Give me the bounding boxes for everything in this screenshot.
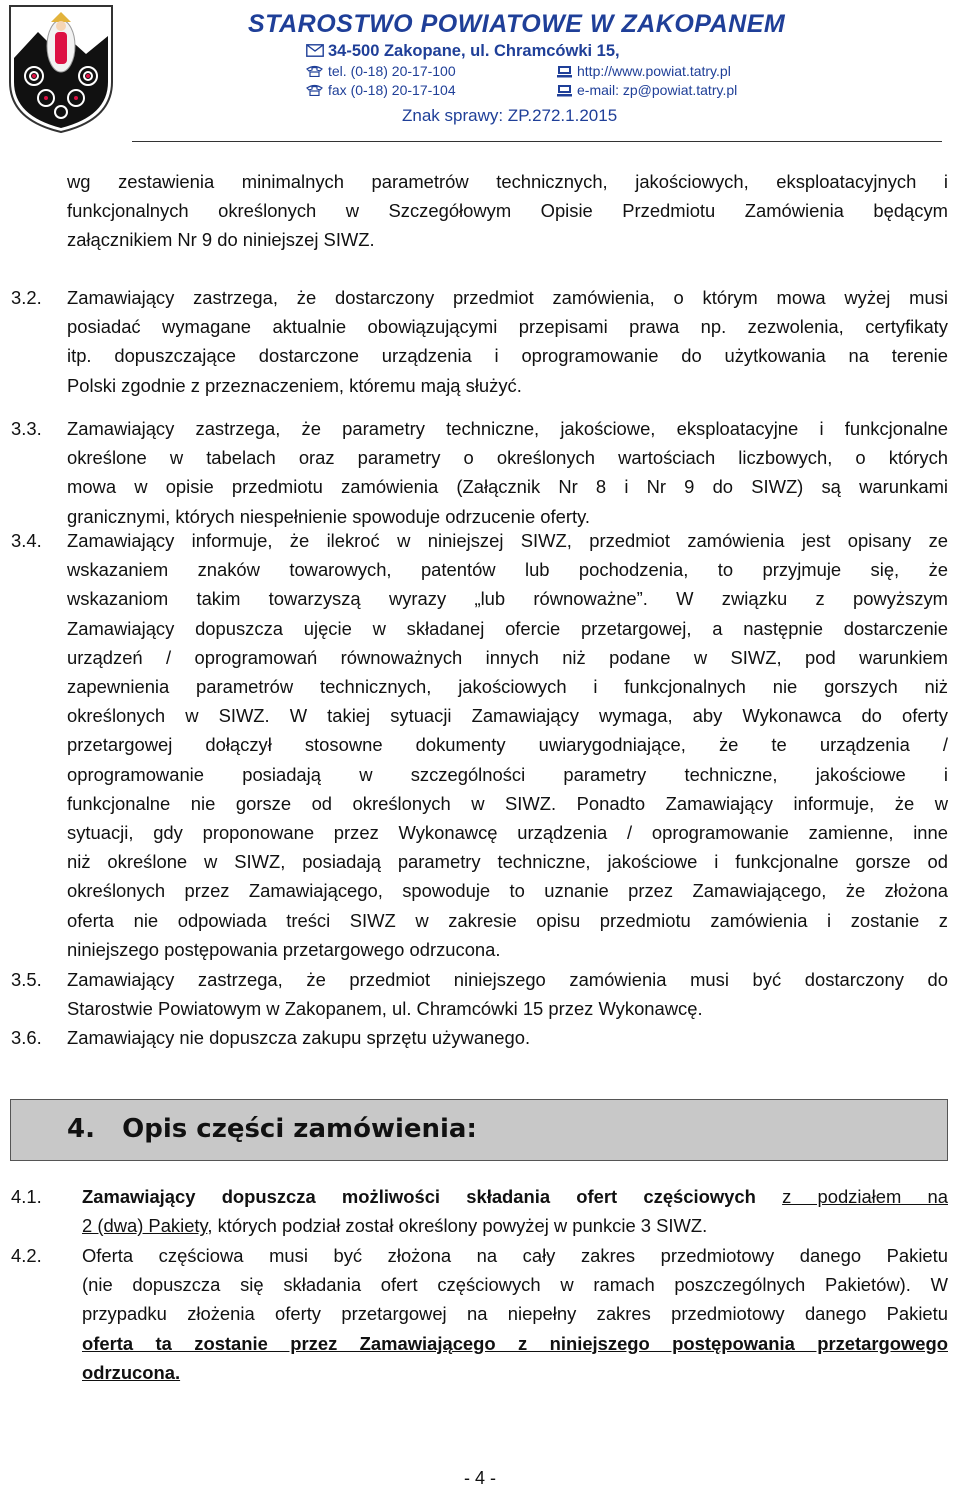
item-number: 4.2. (11, 1245, 42, 1266)
item-number: 3.2. (11, 287, 42, 308)
item-3-5 (67, 965, 948, 1023)
intro-line: funkcjonalnych określonych w Szczegółowym Opisie Przedmiotu Zamówienia będącym (67, 200, 948, 222)
item-line (82, 1182, 948, 1211)
address-line (306, 42, 620, 61)
item-4-1 (82, 1182, 948, 1240)
item-3-4 (67, 526, 948, 964)
item-line: Oferta częściowa musi być złożona na cały zakres przedmiotowy danego Pakietu (82, 1245, 948, 1266)
item-4-2 (82, 1241, 948, 1387)
item-line: przetargowej dołączył stosowne dokumenty uwiarygodniające, że te urządzenia / (67, 734, 948, 756)
item-line: Zamawiający dopuszcza ujęcie w składanej ofercie przetargowej, a następnie dostarczenie (67, 617, 948, 639)
item-number: 3.5. (11, 969, 42, 990)
item-line: granicznymi, których niespełnienie spowoduje odrzucenie oferty. (67, 505, 591, 527)
item-line: Polski zgodnie z przeznaczeniem, któremu mają służyć. (67, 374, 522, 396)
fax-text: fax (0-18) 20-17-104 (328, 82, 456, 98)
email-line (557, 82, 737, 98)
phone-line (306, 63, 456, 79)
item-line: sytuacji, gdy proponowane przez Wykonawcę urządzenia / oprogramowanie zamienne, inne (67, 822, 948, 844)
item-line: wskazaniem znaków towarowych, patentów lub pochodzenia, to przyjmuje się, że (67, 559, 948, 581)
item-line: posiadać wymagane aktualnie obowiązującymi przepisami prawa np. zezwolenia, certyfikaty (67, 316, 948, 338)
intro-line: wg zestawienia minimalnych parametrów technicznych, jakościowych, eksploatacyjnych i (67, 171, 948, 192)
section-number: 4. (67, 1114, 95, 1144)
item-line: itp. dopuszczające dostarczone urządzenia i oprogramowanie do użytkowania na terenie (67, 345, 948, 367)
item-number: 4.1. (11, 1186, 42, 1207)
item-3-2 (67, 283, 948, 400)
item-line: Zamawiający nie dopuszcza zakupu sprzętu używanego. (67, 1027, 531, 1048)
website-line (557, 63, 731, 79)
item-line: funkcjonalne nie gorsze od określonych w SIWZ. Ponadto Zamawiający informuje, że w (67, 792, 948, 814)
intro-line: załącznikiem Nr 9 do niniejszej SIWZ. (67, 229, 375, 251)
institution-title: STAROSTWO POWIATOWE W ZAKOPANEM (248, 10, 786, 38)
item-text: , których podział został określony powyżej w punkcie 3 SIWZ. (207, 1215, 708, 1237)
item-line: niż określone w SIWZ, posiadają parametry techniczne, jakościowe i funkcjonalne gorsze od (67, 851, 948, 873)
phone-text: tel. (0-18) 20-17-100 (328, 63, 456, 79)
item-line: określonych w SIWZ. W takiej sytuacji Zamawiający wymaga, aby Wykonawca do oferty (67, 705, 948, 727)
item-line: określone w tabelach oraz parametry o określonych wartościach liczbowych, o których (67, 447, 948, 469)
item-line: urządzeń / oprogramowań równoważnych innych niż podane w SIWZ, pod warunkiem (67, 646, 948, 668)
envelope-icon (306, 44, 324, 57)
item-line: niniejszego postępowania przetargowego odrzucona. (67, 938, 501, 960)
item-number: 3.6. (11, 1027, 42, 1048)
website-link[interactable]: http://www.powiat.tatry.pl (577, 63, 731, 79)
item-3-6 (67, 1023, 948, 1052)
item-line: (nie dopuszcza się składania ofert częściowych w ramach poszczególnych Pakietów). W (82, 1274, 948, 1296)
item-underlined-text: 2 (dwa) Pakiety (82, 1215, 208, 1237)
fax-line (306, 82, 456, 98)
header-divider (132, 141, 942, 142)
computer-icon (557, 65, 572, 78)
item-3-3 (67, 414, 948, 531)
item-number: 3.3. (11, 418, 42, 439)
item-line: oferta nie odpowiada treści SIWZ w zakresie opisu przedmiotu zamówienia i zostanie z (67, 909, 948, 931)
item-line: oprogramowanie posiadają w szczególności parametry techniczne, jakościowe i (67, 763, 948, 785)
coat-of-arms-logo (6, 2, 116, 134)
case-number: Znak sprawy: ZP.272.1.2015 (402, 106, 618, 125)
item-line: wskazaniom takim towarzyszą wyrazy „lub równoważne”. W związku z powyższym (67, 588, 948, 610)
item-number: 3.4. (11, 530, 42, 551)
section-heading-box (10, 1099, 948, 1161)
intro-paragraph (67, 167, 948, 255)
computer-icon (557, 84, 572, 97)
item-line: mowa w opisie przedmiotu zamówienia (Załącznik Nr 8 i Nr 9 do SIWZ) są warunkami (67, 476, 948, 498)
item-line: oferta ta zostanie przez Zamawiającego z niniejszego postępowania przetargowego (82, 1332, 948, 1354)
item-line: Zamawiający informuje, że ilekroć w niniejszej SIWZ, przedmiot zamówienia jest opisany ze (67, 530, 948, 551)
address-text: 34-500 Zakopane, ul. Chramcówki 15, (328, 42, 620, 60)
section-heading (67, 1114, 477, 1144)
letterhead (0, 0, 960, 145)
item-line: Zamawiający zastrzega, że przedmiot niniejszego zamówienia musi być dostarczony do (67, 969, 948, 990)
item-line: określonych przez Zamawiającego, spowoduje to uznanie przez Zamawiającego, że złożona (67, 880, 948, 902)
item-bold-text: Zamawiający dopuszcza możliwości składania ofert częściowych (82, 1186, 756, 1207)
item-line (82, 1211, 948, 1240)
item-line: Starostwie Powiatowym w Zakopanem, ul. Chramcówki 15 przez Wykonawcę. (67, 998, 703, 1020)
item-line: odrzucona. (82, 1361, 181, 1383)
phone-icon (306, 65, 323, 77)
item-line: zapewnienia parametrów technicznych, jakościowych i funkcjonalnych nie gorszych niż (67, 676, 948, 698)
section-title: Opis części zamówienia: (122, 1114, 477, 1144)
page-number: - 4 - (463, 1468, 496, 1488)
item-line: Zamawiający zastrzega, że dostarczony przedmiot zamówienia, o którym mowa wyżej musi (67, 287, 948, 308)
item-underlined-text: z podziałem na (782, 1186, 948, 1207)
item-line: Zamawiający zastrzega, że parametry techniczne, jakościowe, eksploatacyjne i funkcjonalne (67, 418, 948, 439)
item-line: przypadku złożenia oferty przetargowej na niepełny zakres przedmiotowy danego Pakietu (82, 1303, 948, 1325)
email-link[interactable]: e-mail: zp@powiat.tatry.pl (577, 82, 738, 98)
phone-icon (306, 84, 323, 96)
